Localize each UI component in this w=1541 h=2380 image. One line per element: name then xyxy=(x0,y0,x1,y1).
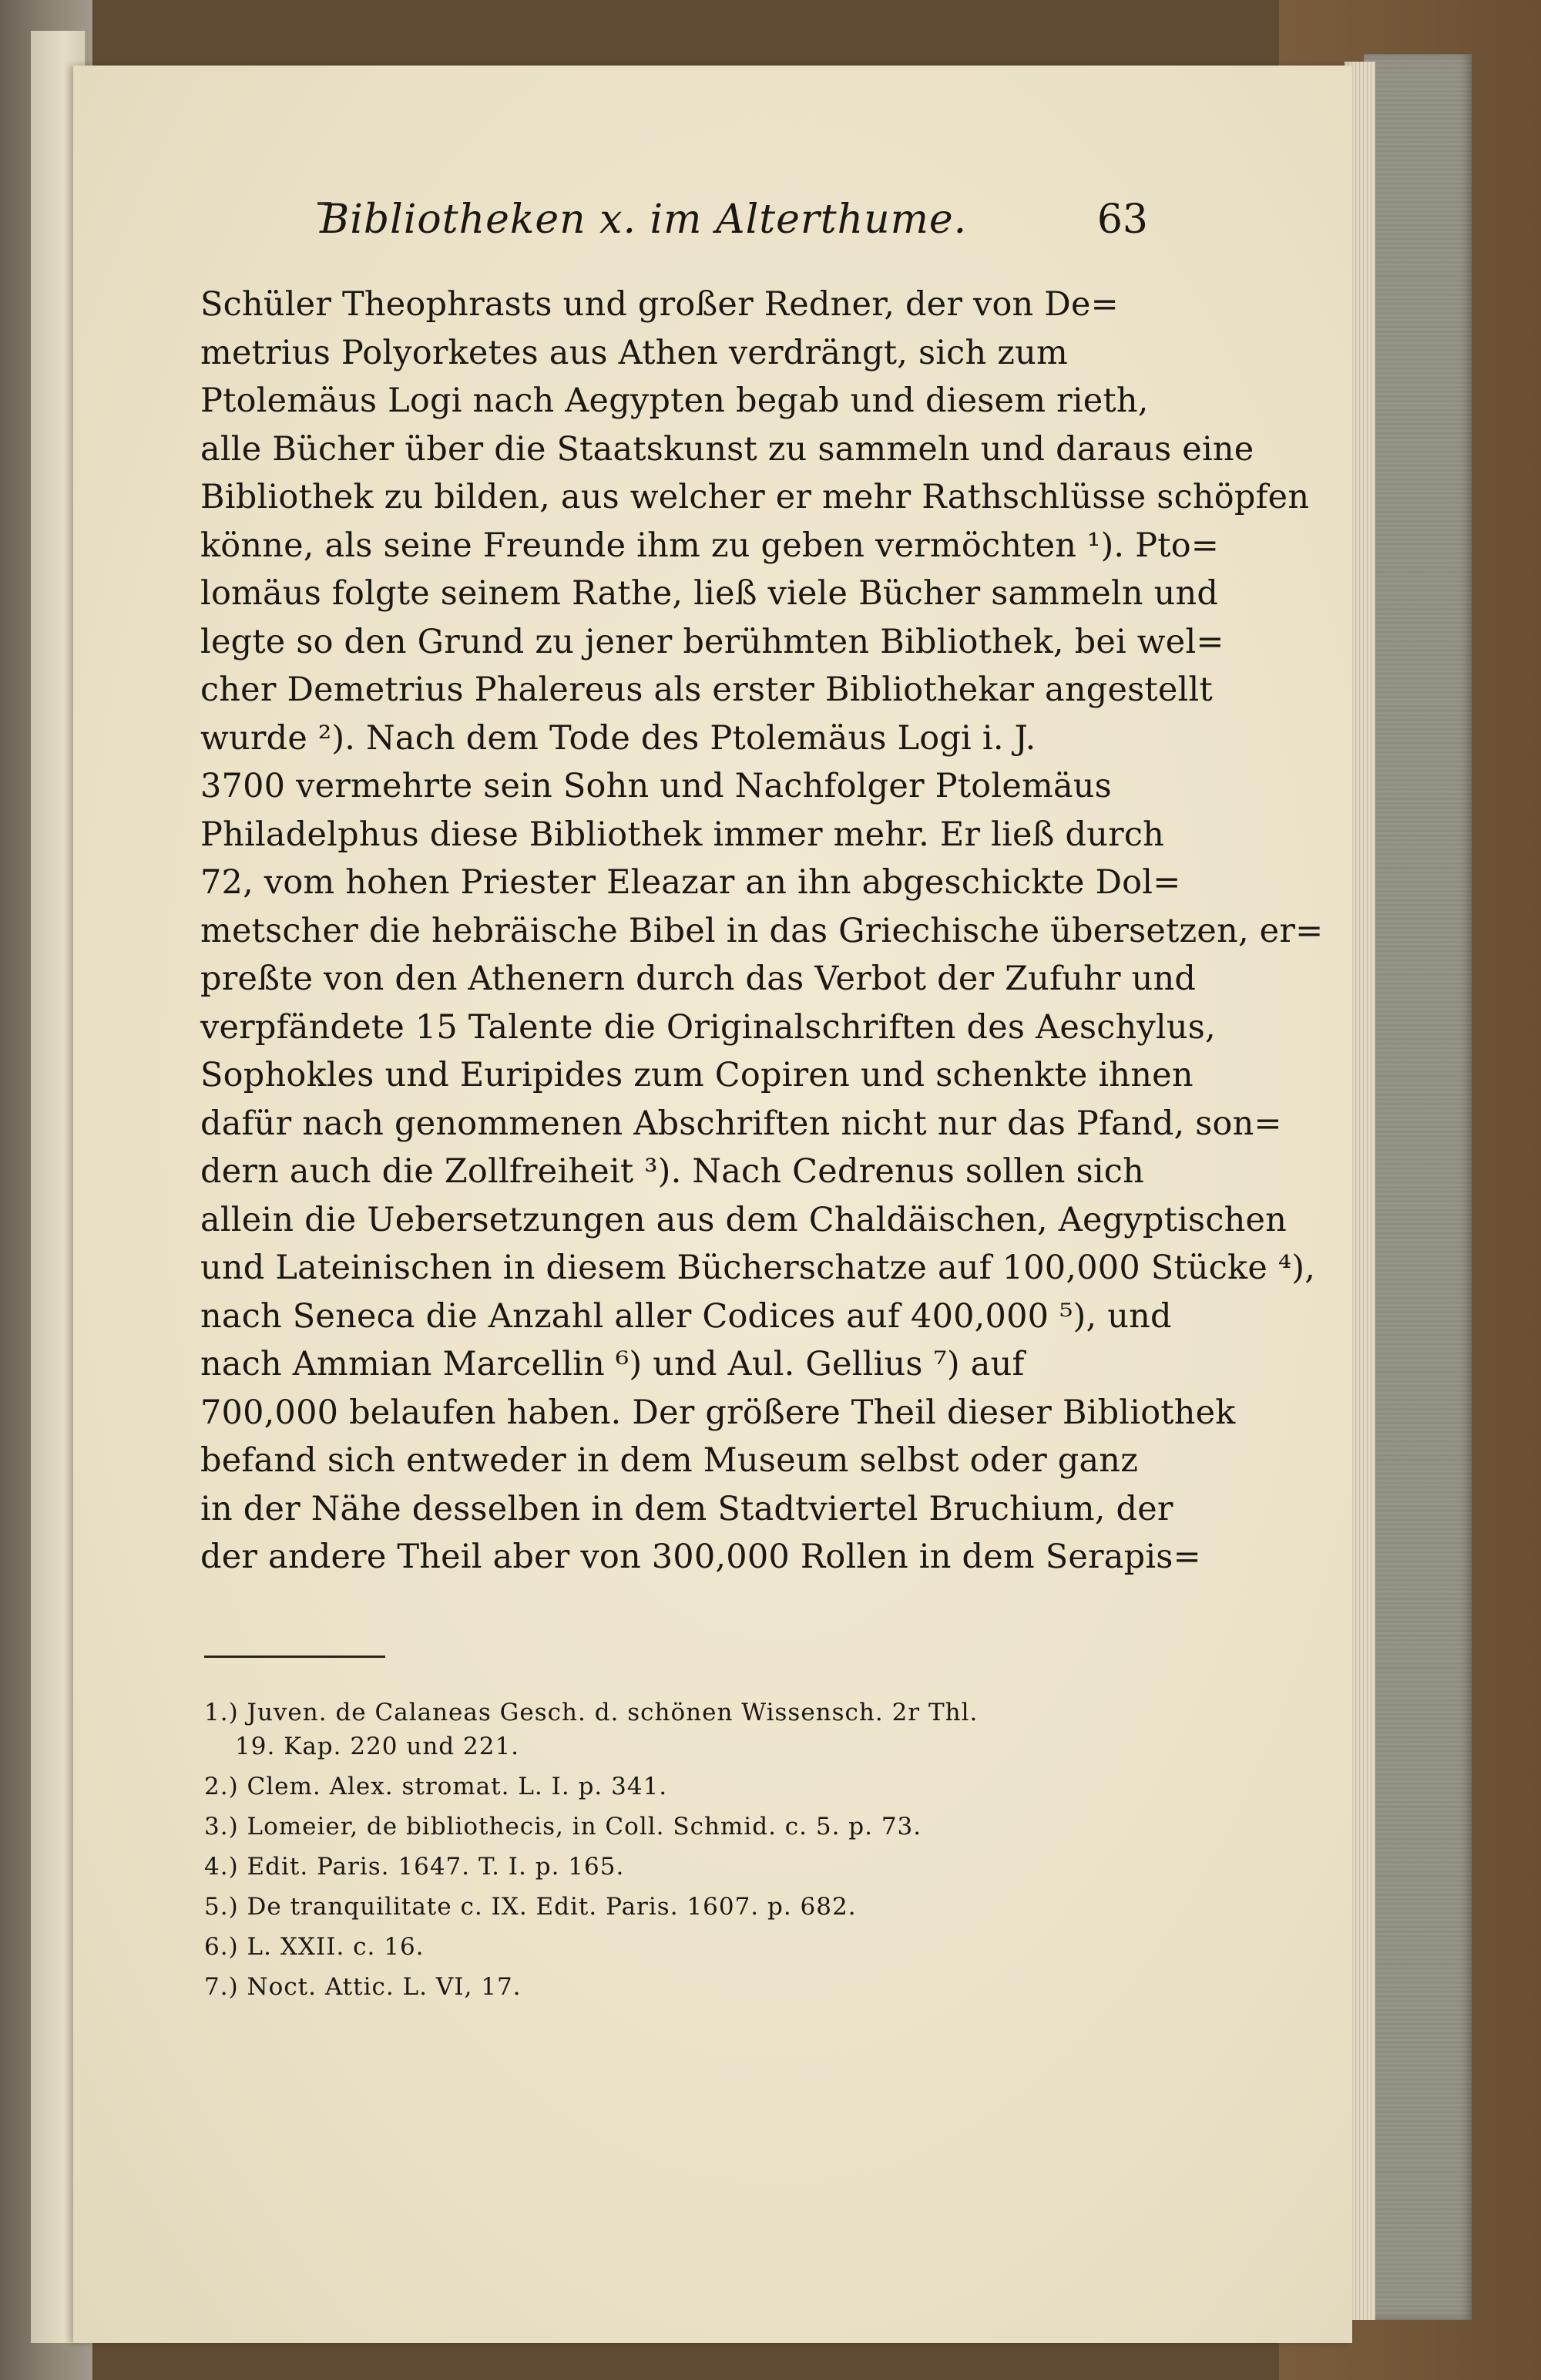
text-line: Ptolemäus Logi nach Aegypten begab und diesem rieth, xyxy=(200,382,1149,420)
text-line: könne, als seine Freunde ihm zu geben vermöchten ¹). Pto= xyxy=(200,526,1220,565)
text-line: der andere Theil aber von 300,000 Rollen in dem Serapis= xyxy=(200,1538,1201,1576)
footnote: 7.) Noct. Attic. L. VI, 17. xyxy=(204,1973,522,2001)
text-line: preßte von den Athenern durch das Verbot der Zufuhr und xyxy=(200,960,1197,998)
text-line: alle Bücher über die Staatskunst zu sammeln und daraus eine xyxy=(200,429,1254,469)
text-line: lomäus folgte seinem Rathe, ließ viele Bücher sammeln und xyxy=(200,574,1219,613)
text-line: Bibliothek zu bilden, aus welcher er mehr Rathschlüsse schöpfen xyxy=(200,478,1310,516)
text-line: 3700 vermehrte sein Sohn und Nachfolger Ptolemäus xyxy=(200,767,1112,805)
text-line: metscher die hebräische Bibel in das Griechische übersetzen, er= xyxy=(200,911,1324,950)
cloth-cover xyxy=(1364,54,1472,2320)
text-line: dafür nach genommenen Abschriften nicht nur das Pfand, son= xyxy=(200,1104,1282,1143)
text-line: dern auch die Zollfreiheit ³). Nach Cedrenus sollen sich xyxy=(200,1152,1144,1191)
text-line: in der Nähe desselben in dem Stadtviertel Bruchium, der xyxy=(200,1489,1173,1528)
footnote-rule xyxy=(204,1656,385,1658)
text-line: verpfändete 15 Talente die Originalschriften des Aeschylus, xyxy=(200,1007,1216,1047)
text-line: allein die Uebersetzungen aus dem Chaldäischen, Aegyptischen xyxy=(200,1200,1288,1239)
footnote: 2.) Clem. Alex. stromat. L. I. p. 341. xyxy=(204,1773,668,1800)
footnote: 5.) De tranquilitate c. IX. Edit. Paris. 1607. p. 682. xyxy=(204,1893,857,1921)
text-line: Sophokles und Euripides zum Copiren und schenkte ihnen xyxy=(200,1056,1194,1094)
text-line: cher Demetrius Phalereus als erster Bibliothekar angestellt xyxy=(200,671,1213,709)
text-line: wurde ²). Nach dem Tode des Ptolemäus Logi i. J. xyxy=(200,718,1036,758)
text-line: Philadelphus diese Bibliothek immer mehr. Er ließ durch xyxy=(200,815,1165,854)
text-line: nach Ammian Marcellin ⁶) und Aul. Gellius ⁷) auf xyxy=(200,1345,1025,1383)
text-line: befand sich entweder in dem Museum selbst oder ganz xyxy=(200,1441,1139,1480)
text-line: metrius Polyorketes aus Athen verdrängt, sich zum xyxy=(200,333,1068,372)
text-line: 72, vom hohen Priester Eleazar an ihn abgeschickte Dol= xyxy=(200,863,1181,902)
footnote: 1.) Juven. de Calaneas Gesch. d. schönen Wissensch. 2r Thl. xyxy=(204,1699,979,1726)
text-line: und Lateinischen in diesem Bücherschatze auf 100,000 Stücke ⁴), xyxy=(200,1249,1316,1287)
page-title: Bibliotheken x. im Alterthume. xyxy=(320,197,968,243)
text-line: nach Seneca die Anzahl aller Codices auf 400,000 ⁵), und xyxy=(200,1296,1172,1336)
footnote: 19. Kap. 220 und 221. xyxy=(235,1733,520,1760)
footnote: 4.) Edit. Paris. 1647. T. I. p. 165. xyxy=(204,1853,625,1881)
footnote: 6.) L. XXII. c. 16. xyxy=(204,1933,425,1961)
footnote: 3.) Lomeier, de bibliothecis, in Coll. Schmid. c. 5. p. 73. xyxy=(204,1813,922,1840)
running-head xyxy=(320,197,1148,250)
text-line: Schüler Theophrasts und großer Redner, der von De= xyxy=(200,285,1119,324)
page-number: 63 xyxy=(1096,197,1148,243)
text-line: legte so den Grund zu jener berühmten Bibliothek, bei wel= xyxy=(200,622,1224,661)
text-line: 700,000 belaufen haben. Der größere Theil dieser Bibliothek xyxy=(200,1393,1236,1432)
